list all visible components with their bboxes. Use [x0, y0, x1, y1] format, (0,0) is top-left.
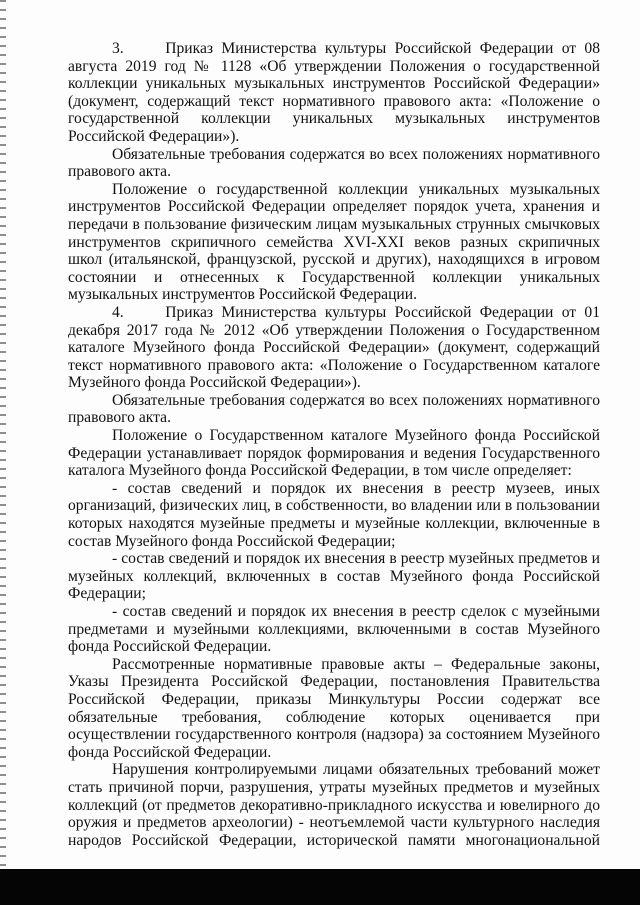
paragraph-collection-description: Положение о государственной коллекции уникальных музыкальных инструментов Российской Федерации определяет порядок учета, хранения и передачи в пользование физическим лицам музыкальных струнных смычковых инструментов скрипичного семейства XVI-XXI веков разных скрипичных школ (итальянской, французской, русской и других), находящихся в игровом состоянии и отнесенных к Государственной коллекции уникальных музыкальных инструментов Российской Федерации.: [68, 180, 600, 304]
list-item-transactions-registry: - состав сведений и порядок их внесения в реестр сделок с музейными предметами и музейными коллекциями, включенными в состав Музейного фонда Российской Федерации.: [68, 603, 600, 656]
paragraph-order-3: 3. Приказ Министерства культуры Российской Федерации от 08 августа 2019 год № 1128 «Об утверждении Положения о государственной коллекции уникальных музыкальных инструментов Российской Федерации» (документ, содержащий текст нормативного правового акта: «Положение о государственной коллекции уникальных музыкальных инструментов Российской Федерации»).: [68, 40, 600, 145]
paragraph-requirements-4: Обязательные требования содержатся во всех положениях нормативного правового акта.: [68, 391, 600, 427]
paragraph-legal-acts-summary: Рассмотренные нормативные правовые акты – Федеральные законы, Указы Президента Российской Федерации, постановления Правительства Российской Федерации, приказы Минкультуры России содержат все обязательные требования, соблюдение которых оценивается при осуществлении государственного контроля (надзора) за состоянием Музейного фонда Российской Федерации.: [68, 655, 600, 761]
paragraph-catalog-description: Положение о Государственном каталоге Музейного фонда Российской Федерации устанавливает порядок формирования и ведения Государственного каталога Музейного фонда Российской Федерации, в том числе определяет:: [68, 427, 600, 480]
document-body: [68, 40, 600, 849]
paragraph-violations: Нарушения контролируемыми лицами обязательных требований может стать причиной порчи, разрушения, утраты музейных предметов и музейных коллекций (от предметов декоративно-прикладного искусства и ювелирного до оружия и предметов археологии) - неотъемлемой части культурного наследия народов Российской Федерации, исторической памяти многонациональной: [68, 761, 600, 849]
scan-bottom-edge: [0, 869, 640, 905]
scan-binding-edge: [0, 0, 6, 905]
list-item-museum-registry: - состав сведений и порядок их внесения в реестр музеев, иных организаций, физических лиц, в собственности, во владении или в пользовании которых находятся музейные предметы и музейные коллекции, включенные в состав Музейного фонда Российской Федерации;: [68, 479, 600, 550]
paragraph-order-4: 4. Приказ Министерства культуры Российской Федерации от 01 декабря 2017 года № 2012 «Об утверждении Положения о Государственном каталоге Музейного фонда Российской Федерации» (документ, содержащий текст нормативного правового акта: «Положение о Государственном каталоге Музейного фонда Российской Федерации»).: [68, 303, 600, 392]
list-item-objects-registry: - состав сведений и порядок их внесения в реестр музейных предметов и музейных коллекций, включенных в состав Музейного фонда Российской Федерации;: [68, 550, 600, 603]
paragraph-requirements-3: Обязательные требования содержатся во всех положениях нормативного правового акта.: [68, 145, 600, 181]
